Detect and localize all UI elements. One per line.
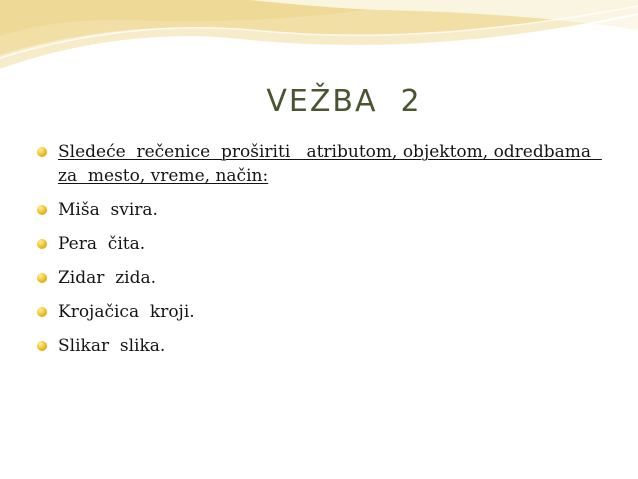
list-item [36, 266, 596, 290]
bullet-list [36, 140, 602, 368]
list-item [36, 232, 596, 256]
list-item [36, 140, 602, 188]
sentence-text: Zidar zida. [58, 268, 157, 288]
bullet-dot-icon [37, 147, 47, 157]
list-item [36, 300, 596, 324]
slide-title: VEŽBA 2 [266, 84, 422, 119]
sentence-text: Krojačica kroji. [58, 302, 195, 322]
bullet-dot-icon [37, 307, 47, 317]
instruction-text: Sledeće rečenice proširiti atributom, objektom, odredbama za mesto, vreme, način: [58, 142, 602, 186]
list-item [36, 198, 596, 222]
bullet-dot-icon [37, 273, 47, 283]
bullet-dot-icon [37, 239, 47, 249]
bullet-dot-icon [37, 341, 47, 351]
bullet-dot-icon [37, 205, 47, 215]
header-swoosh-decoration [0, 0, 638, 80]
list-item [36, 334, 596, 358]
sentence-text: Miša svira. [58, 200, 158, 220]
sentence-text: Pera čita. [58, 234, 146, 254]
sentence-text: Slikar slika. [58, 336, 166, 356]
